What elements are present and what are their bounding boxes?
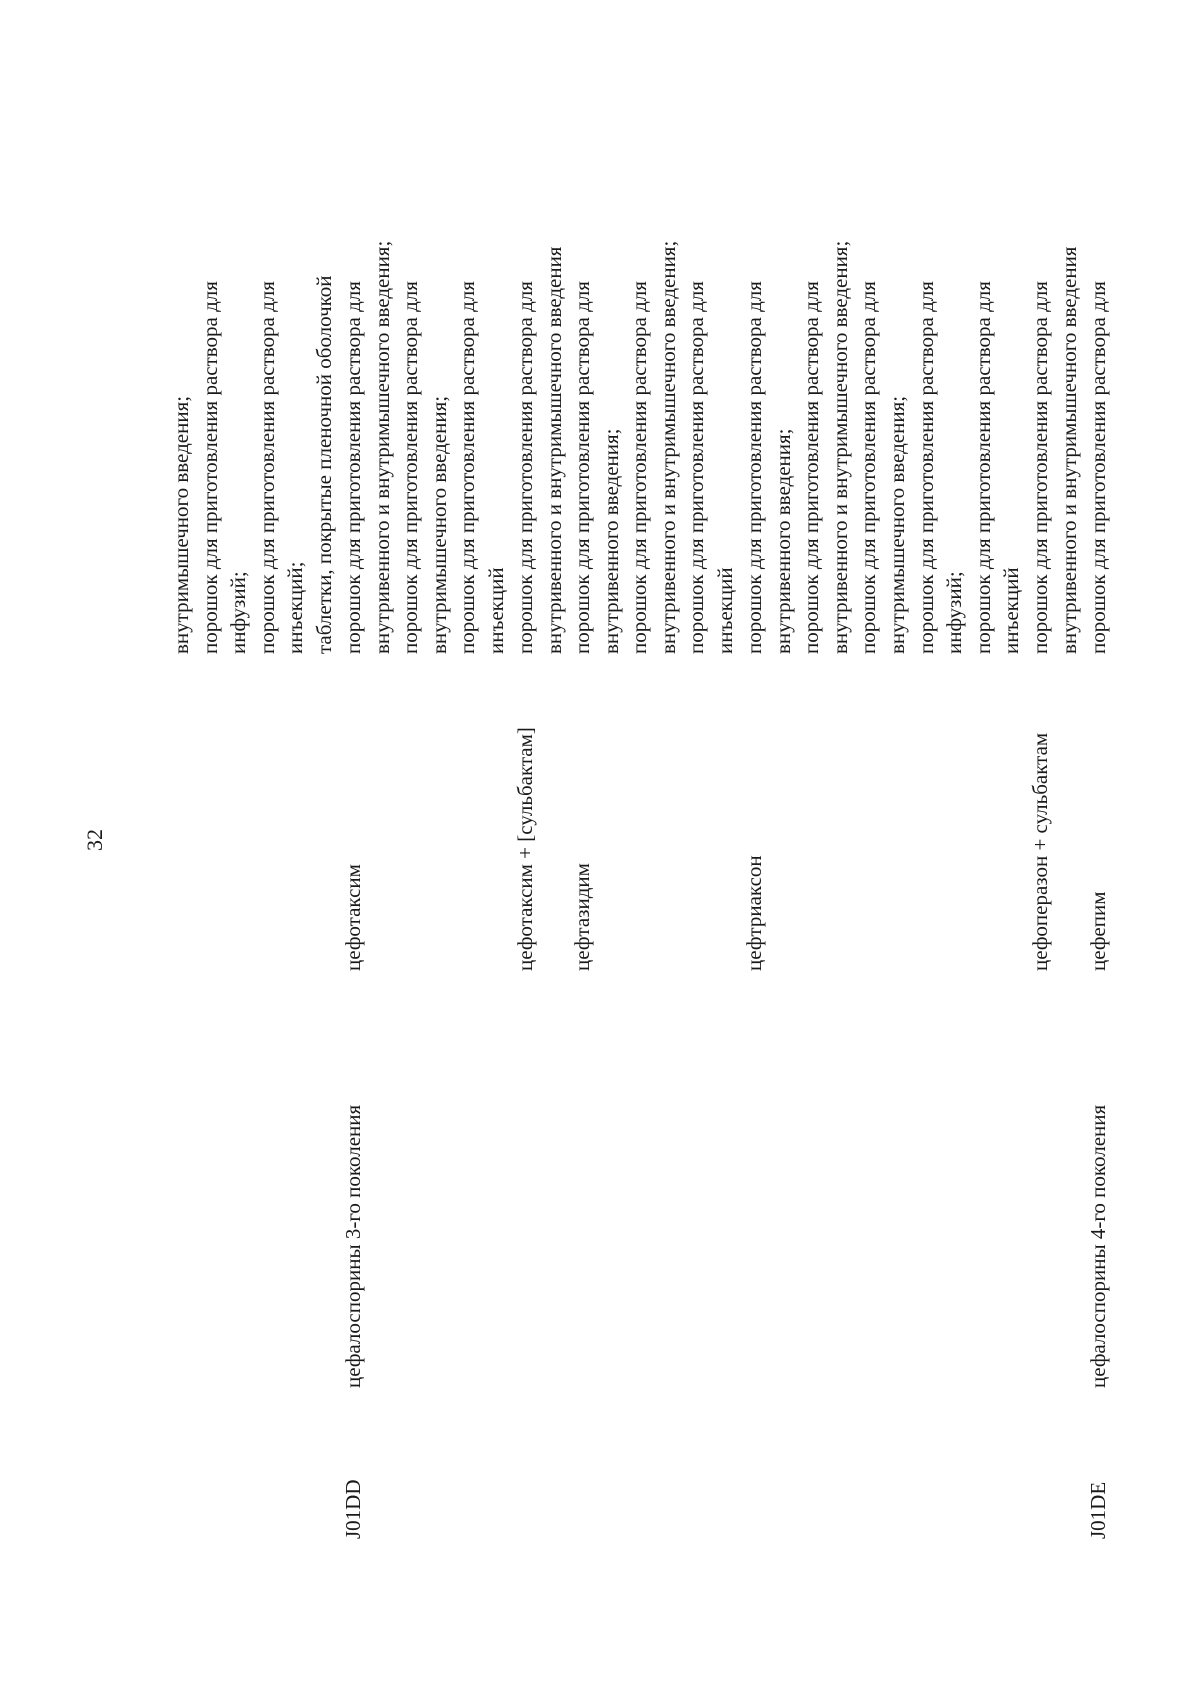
dosage-form-line: внутривенного и внутримышечного введения; bbox=[827, 240, 852, 654]
dosage-form-line: порошок для приготовления раствора для bbox=[455, 281, 480, 654]
dosage-form-line: порошок для приготовления раствора для bbox=[513, 281, 537, 654]
drug-group: цефалоспорины 3-го поколения bbox=[341, 1104, 365, 1388]
dosage-form-line: порошок для приготовления раствора для bbox=[341, 281, 365, 654]
dosage-form-line: инъекций bbox=[712, 567, 737, 654]
drug-name: цефтриаксон bbox=[742, 855, 766, 971]
dosage-form-line: внутривенного и внутримышечного введения bbox=[1056, 246, 1081, 654]
dosage-form-line: порошок для приготовления раствора для bbox=[254, 281, 279, 654]
dosage-forms bbox=[339, 241, 511, 654]
dosage-form-line: порошок для приготовления раствора для bbox=[913, 281, 938, 654]
dosage-form-line: порошок для приготовления раствора для bbox=[627, 281, 652, 654]
dosage-form-line: внутривенного и внутримышечного введения; bbox=[369, 240, 394, 654]
dosage-form-line: таблетки, покрытые пленочной оболочкой bbox=[311, 275, 336, 654]
dosage-form-line: внутримышечного введения; bbox=[426, 395, 451, 654]
dosage-forms bbox=[1084, 281, 1113, 654]
dosage-form-line: внутривенного введения; bbox=[598, 428, 623, 654]
dosage-form-line: порошок для приготовления раствора для bbox=[856, 281, 881, 654]
dosage-form-line: внутривенного и внутримышечного введения; bbox=[655, 240, 680, 654]
dosage-forms bbox=[568, 241, 740, 654]
atc-code: J01DE bbox=[1086, 1481, 1110, 1539]
dosage-form-line: инфузий; bbox=[942, 571, 967, 654]
dosage-form-line: внутривенного введения; bbox=[770, 428, 795, 654]
dosage-form-line: порошок для приготовления раствора для bbox=[398, 281, 423, 654]
dosage-form-line: порошок для приготовления раствора для bbox=[742, 281, 766, 654]
drug-name: цефтазидим bbox=[570, 863, 594, 971]
page-number: 32 bbox=[82, 829, 107, 851]
dosage-form-line: порошок для приготовления раствора для bbox=[1086, 281, 1110, 654]
dosage-form-line: внутривенного и внутримышечного введения bbox=[541, 246, 566, 654]
dosage-forms bbox=[167, 275, 339, 654]
dosage-forms bbox=[1026, 247, 1083, 654]
dosage-form-line: инъекций; bbox=[283, 561, 308, 654]
dosage-form-line: порошок для приготовления раствора для bbox=[799, 281, 824, 654]
dosage-form-line: инъекций bbox=[999, 567, 1024, 654]
dosage-form-line: инъекций bbox=[483, 567, 508, 654]
dosage-forms bbox=[511, 247, 568, 654]
dosage-form-line: порошок для приготовления раствора для bbox=[570, 281, 594, 654]
drug-name: цефоперазон + сульбактам bbox=[1028, 732, 1052, 971]
drug-name: цефотаксим + [сульбактам] bbox=[513, 727, 537, 971]
dosage-form-line: порошок для приготовления раствора для bbox=[197, 281, 222, 654]
dosage-form-line: инфузий; bbox=[226, 571, 251, 654]
dosage-form-line: порошок для приготовления раствора для bbox=[970, 281, 995, 654]
drug-name: цефепим bbox=[1086, 891, 1110, 971]
dosage-form-line: порошок для приготовления раствора для bbox=[684, 281, 709, 654]
dosage-form-line: внутримышечного введения; bbox=[884, 395, 909, 654]
dosage-form-line: внутримышечного введения; bbox=[169, 395, 193, 654]
atc-code: J01DD bbox=[341, 1479, 365, 1539]
dosage-form-line: порошок для приготовления раствора для bbox=[1028, 281, 1052, 654]
dosage-forms bbox=[740, 241, 1026, 654]
drug-group: цефалоспорины 4-го поколения bbox=[1086, 1104, 1110, 1388]
drug-name: цефотаксим bbox=[341, 864, 365, 971]
